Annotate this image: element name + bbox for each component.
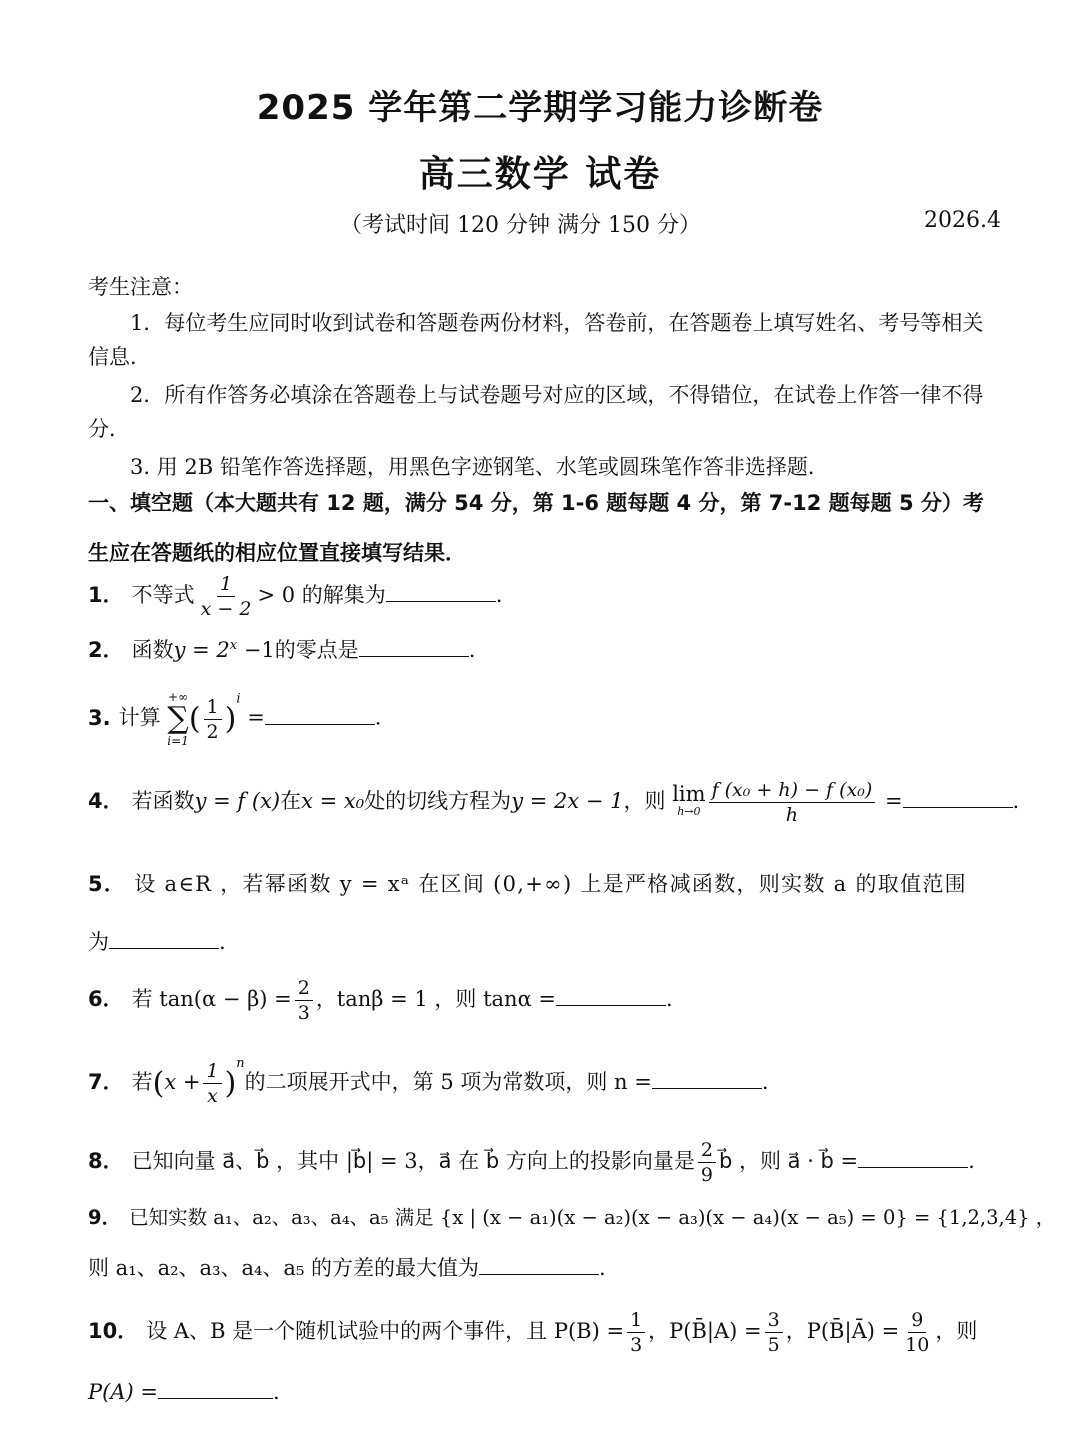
numerator: 1 (203, 1059, 221, 1084)
question-number: 10． (88, 1319, 139, 1343)
limit-label: lim (672, 781, 706, 806)
answer-blank[interactable] (858, 1149, 968, 1168)
question-number: 2． (88, 638, 124, 662)
math: y = 2x − 1 (511, 789, 624, 813)
period: . (272, 1380, 280, 1404)
question-number: 4． (88, 789, 124, 813)
question-text: 不等式 (131, 583, 195, 607)
question-text: 在 (280, 789, 302, 813)
denominator: x − 2 (200, 598, 252, 620)
question-2 (88, 634, 475, 664)
question-7 (88, 1056, 769, 1108)
question-text: 若函数 (131, 789, 195, 813)
numerator: 9 (908, 1308, 926, 1333)
section-1-heading: 一、填空题（本大题共有 12 题，满分 54 分，第 1-6 题每题 4 分，第 7-12 题每题 5 分）考生应在答题纸的相应位置直接填写结果． (88, 491, 984, 565)
fraction (198, 572, 255, 621)
sum-lower: i=1 (167, 734, 189, 748)
question-6 (88, 976, 673, 1025)
fraction (295, 976, 313, 1025)
question-10 (88, 1308, 977, 1357)
question-10-line-2 (88, 1380, 280, 1404)
exponent: n (236, 1056, 245, 1071)
fraction (204, 695, 222, 744)
period: . (599, 1256, 606, 1280)
numerator: 1 (204, 695, 222, 720)
question-number: 7． (88, 1070, 124, 1094)
question-number: 1． (88, 583, 124, 607)
math: x + (164, 1070, 201, 1094)
question-text: ，则 (935, 1319, 978, 1343)
question-text: 处的切线方程为 (364, 789, 512, 813)
notice-heading: 考生注意： (88, 275, 193, 299)
equals: = (240, 705, 265, 730)
fraction (698, 1138, 716, 1187)
answer-blank[interactable] (479, 1256, 599, 1275)
exam-title: 2025 学年第二学期学习能力诊断卷 (256, 88, 824, 128)
exam-subtitle: 高三数学 试卷 (418, 154, 662, 195)
question-4 (88, 778, 1019, 827)
paren-close: ) (224, 1066, 237, 1101)
paren-close: ) (224, 701, 237, 737)
fraction (203, 1059, 221, 1108)
question-number: 5． (88, 872, 127, 896)
exponent: x (229, 638, 238, 653)
denominator: 5 (767, 1334, 780, 1356)
question-text: ，则 (623, 789, 666, 813)
period: . (219, 930, 226, 954)
question-text: 计算 (118, 705, 161, 730)
fraction (765, 1308, 783, 1357)
answer-blank[interactable] (556, 987, 666, 1006)
question-text: 已知实数 a₁、a₂、a₃、a₄、a₅ 满足 {x | (x − a₁)(x − a₂)(x − a₃)(x − a₄)(x − a₅) = 0} = {1,2,3,4} ， (129, 1206, 1056, 1229)
limit-sub: h→0 (677, 804, 701, 818)
question-text: 为 (88, 930, 109, 954)
sum-symbol (167, 690, 189, 748)
fraction (709, 778, 876, 827)
denominator: 9 (700, 1164, 713, 1186)
question-5 (88, 868, 998, 898)
answer-blank[interactable] (109, 930, 219, 949)
exam-date: 2026.4 (924, 208, 1001, 233)
question-text: 的零点是 (274, 638, 359, 662)
question-9-line-2 (88, 1252, 606, 1282)
question-text: 已知向量 a⃗、b⃗ ，其中 |b⃗| = 3，a⃗ 在 b⃗ 方向上的投影向量是 (131, 1149, 695, 1173)
notice-item-1: 1．每位考生应同时收到试卷和答题卷两份材料，答卷前，在答题卷上填写姓名、考号等相关信息． (88, 311, 984, 369)
exam-info: （考试时间 120 分钟 满分 150 分） (340, 213, 701, 238)
period: . (761, 1070, 769, 1094)
period: . (1012, 789, 1020, 813)
question-number: 9． (88, 1206, 122, 1229)
question-text: 设 a∈R ，若幂函数 y = xᵃ 在区间 (0,+∞) 上是严格减函数，则实数 a 的取值范围 (134, 872, 967, 896)
denominator: 3 (297, 1002, 310, 1024)
sigma-glyph: ∑ (167, 701, 189, 736)
numerator: 1 (627, 1308, 645, 1333)
math: x = x₀ (301, 789, 365, 813)
sum-upper: +∞ (168, 690, 189, 704)
numerator: f (x₀ + h) − f (x₀) (709, 778, 876, 803)
fraction (627, 1308, 645, 1357)
period: . (468, 638, 476, 662)
math: P(A) = (88, 1380, 158, 1404)
notice-item-2: 2．所有作答务必填涂在答题卷上与试卷题号对应的区域，不得错位，在试卷上作答一律不得分． (88, 383, 984, 441)
question-number: 8． (88, 1149, 124, 1173)
period: . (666, 987, 673, 1011)
answer-blank[interactable] (158, 1380, 273, 1399)
question-text: 函数 (131, 638, 174, 662)
denominator: 10 (905, 1334, 930, 1356)
numerator: 2 (295, 976, 313, 1001)
denominator: 2 (206, 720, 219, 743)
question-text: 若 (131, 1070, 153, 1094)
question-text: > 0 的解集为 (257, 583, 386, 607)
math: y = f (x) (194, 789, 281, 813)
question-text: 则 a₁、a₂、a₃、a₄、a₅ 的方差的最大值为 (88, 1256, 480, 1280)
answer-blank[interactable] (652, 1070, 762, 1089)
fraction (902, 1308, 932, 1357)
question-9 (88, 1202, 1055, 1230)
paren-open: ( (152, 1066, 165, 1101)
math: y = 2 (173, 638, 230, 662)
question-8 (88, 1138, 975, 1187)
question-number: 6． (88, 987, 124, 1011)
math: −1 (237, 638, 275, 662)
denominator: 3 (630, 1334, 643, 1356)
question-text: 设 A、B 是一个随机试验中的两个事件，且 P(B) = (146, 1319, 625, 1343)
period: . (968, 1149, 975, 1173)
question-text: ，P(B̄|A) = (648, 1319, 762, 1343)
exponent: i (236, 691, 241, 707)
numerator: 3 (765, 1308, 783, 1333)
question-text: b⃗ ，则 a⃗ · b⃗ = (718, 1149, 859, 1173)
denominator: h (785, 804, 799, 826)
answer-blank[interactable] (265, 706, 375, 725)
answer-blank[interactable] (386, 583, 496, 602)
paren-open: ( (188, 701, 201, 737)
question-1 (88, 572, 502, 621)
period: . (495, 583, 503, 607)
question-number: 3. (88, 705, 111, 730)
question-text: 的二项展开式中，第 5 项为常数项，则 n = (244, 1070, 652, 1094)
question-text: ，tanβ = 1 ，则 tanα = (315, 987, 557, 1011)
equals: = (878, 789, 903, 813)
denominator: x (207, 1085, 218, 1107)
answer-blank[interactable] (903, 789, 1013, 808)
notice-item-3: 3. 用 2B 铅笔作答选择题，用黑色字迹钢笔、水笔或圆珠笔作答非选择题． (130, 455, 829, 479)
question-text: ，P(B̄|Ā) = (785, 1319, 900, 1343)
question-3 (88, 690, 381, 748)
limit (672, 781, 706, 821)
period: . (374, 705, 382, 730)
numerator: 2 (698, 1138, 716, 1163)
numerator: 1 (217, 572, 235, 597)
question-text: 若 tan(α − β) = (131, 987, 292, 1011)
answer-blank[interactable] (359, 638, 469, 657)
question-5-line-2 (88, 926, 226, 956)
